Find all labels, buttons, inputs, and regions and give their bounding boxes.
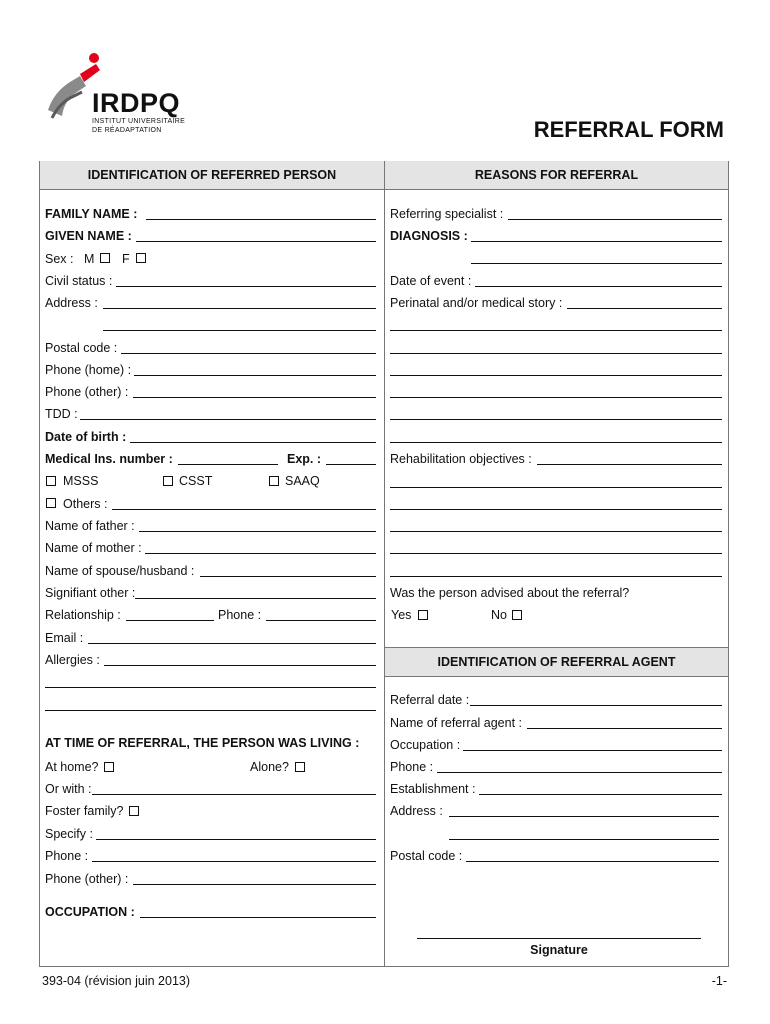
perinatal-field-2[interactable] (390, 330, 722, 331)
agent-phone-field[interactable] (437, 772, 722, 773)
saaq-checkbox[interactable] (269, 476, 279, 486)
logo-name: IRDPQ (92, 88, 181, 118)
medical-ins-field[interactable] (178, 464, 278, 465)
living-header: AT TIME OF REFERRAL, THE PERSON WAS LIVING : (45, 736, 360, 750)
relationship-phone-field[interactable] (266, 620, 376, 621)
yes-label: Yes (391, 608, 412, 622)
objectives-field-4[interactable] (390, 531, 722, 532)
phone-other-label: Phone (other) : (45, 385, 129, 399)
postal-code-field[interactable] (121, 353, 376, 354)
no-checkbox[interactable] (512, 610, 522, 620)
alone-label: Alone? (250, 760, 289, 774)
sex-f-label: F (122, 252, 130, 266)
mother-label: Name of mother : (45, 541, 142, 555)
civil-status-field[interactable] (116, 286, 376, 287)
given-name-field[interactable] (136, 241, 376, 242)
signature-line[interactable] (417, 938, 701, 939)
logo-subtitle-2: DE RÉADAPTATION (92, 127, 162, 134)
tdd-field[interactable] (80, 419, 376, 420)
sex-m-checkbox[interactable] (100, 253, 110, 263)
signature-label: Signature (530, 943, 588, 957)
perinatal-field-1[interactable] (567, 308, 722, 309)
agent-address-field-1[interactable] (449, 816, 719, 817)
father-field[interactable] (139, 531, 376, 532)
agent-postal-code-label: Postal code : (390, 849, 463, 863)
specialist-label: Referring specialist : (390, 207, 504, 221)
allergies-label: Allergies : (45, 653, 100, 667)
address-field-1[interactable] (103, 308, 376, 309)
objectives-field-1[interactable] (537, 464, 722, 465)
relationship-field[interactable] (126, 620, 214, 621)
objectives-field-3[interactable] (390, 509, 722, 510)
alone-checkbox[interactable] (295, 762, 305, 772)
msss-checkbox[interactable] (46, 476, 56, 486)
referral-agent-header: IDENTIFICATION OF REFERRAL AGENT (385, 647, 728, 677)
occupation-label: OCCUPATION : (45, 905, 135, 919)
agent-postal-code-field[interactable] (466, 861, 719, 862)
father-label: Name of father : (45, 519, 135, 533)
objectives-field-6[interactable] (390, 576, 722, 577)
civil-status-label: Civil status : (45, 274, 113, 288)
agent-occupation-field[interactable] (463, 750, 722, 751)
family-name-label: FAMILY NAME : (45, 207, 138, 221)
others-checkbox[interactable] (46, 498, 56, 508)
exp-label: Exp. : (287, 452, 322, 466)
relationship-label: Relationship : (45, 608, 121, 622)
spouse-label: Name of spouse/husband : (45, 564, 195, 578)
perinatal-field-3[interactable] (390, 353, 722, 354)
postal-code-label: Postal code : (45, 341, 118, 355)
email-label: Email : (45, 631, 84, 645)
agent-address-field-2[interactable] (449, 839, 719, 840)
phone-other-2-label: Phone (other) : (45, 872, 129, 886)
advised-label: Was the person advised about the referral? (390, 586, 630, 600)
at-home-checkbox[interactable] (104, 762, 114, 772)
mother-field[interactable] (145, 553, 376, 554)
foster-label: Foster family? (45, 804, 124, 818)
address-label: Address : (45, 296, 98, 310)
or-with-field[interactable] (92, 794, 376, 795)
objectives-field-5[interactable] (390, 553, 722, 554)
establishment-label: Establishment : (390, 782, 476, 796)
establishment-field[interactable] (479, 794, 722, 795)
given-name-label: GIVEN NAME : (45, 229, 132, 243)
exp-field[interactable] (326, 464, 376, 465)
phone-home-label: Phone (home) : (45, 363, 132, 377)
perinatal-field-4[interactable] (390, 375, 722, 376)
dob-field[interactable] (130, 442, 376, 443)
phone-home-field[interactable] (134, 375, 376, 376)
objectives-field-2[interactable] (390, 487, 722, 488)
perinatal-field-7[interactable] (390, 442, 722, 443)
signifiant-label: Signifiant other : (45, 586, 136, 600)
csst-label: CSST (179, 474, 213, 488)
others-field[interactable] (112, 509, 376, 510)
column-divider (384, 161, 385, 967)
signifiant-field[interactable] (135, 598, 376, 599)
foster-checkbox[interactable] (129, 806, 139, 816)
phone-field[interactable] (92, 861, 376, 862)
phone-other-2-field[interactable] (133, 884, 376, 885)
email-field[interactable] (88, 643, 376, 644)
csst-checkbox[interactable] (163, 476, 173, 486)
date-event-label: Date of event : (390, 274, 472, 288)
objectives-label: Rehabilitation objectives : (390, 452, 532, 466)
msss-label: MSSS (63, 474, 99, 488)
allergies-field-3[interactable] (45, 710, 376, 711)
occupation-field[interactable] (140, 917, 376, 918)
form-title: REFERRAL FORM (533, 117, 724, 142)
or-with-label: Or with : (45, 782, 92, 796)
sex-f-checkbox[interactable] (136, 253, 146, 263)
no-label: No (491, 608, 507, 622)
agent-address-label: Address : (390, 804, 443, 818)
family-name-field[interactable] (146, 219, 376, 220)
perinatal-field-5[interactable] (390, 397, 722, 398)
saaq-label: SAAQ (285, 474, 320, 488)
agent-name-label: Name of referral agent : (390, 716, 523, 730)
sex-m-label: M (84, 252, 95, 266)
irdpq-logo (44, 52, 204, 138)
logo-subtitle-1: INSTITUT UNIVERSITAIRE (92, 118, 186, 125)
agent-phone-label: Phone : (390, 760, 434, 774)
dob-label: Date of birth : (45, 430, 127, 444)
specialist-field[interactable] (508, 219, 722, 220)
phone-other-field[interactable] (133, 397, 376, 398)
allergies-field-2[interactable] (45, 687, 376, 688)
perinatal-label: Perinatal and/or medical story : (390, 296, 563, 310)
at-home-label: At home? (45, 760, 99, 774)
sex-label: Sex : (45, 252, 74, 266)
reasons-header: REASONS FOR REFERRAL (385, 161, 728, 190)
allergies-field-1[interactable] (104, 665, 376, 666)
specify-label: Specify : (45, 827, 93, 841)
medical-ins-label: Medical Ins. number : (45, 452, 173, 466)
yes-checkbox[interactable] (418, 610, 428, 620)
tdd-label: TDD : (45, 407, 78, 421)
relationship-phone-label: Phone : (218, 608, 262, 622)
agent-name-field[interactable] (527, 728, 722, 729)
referral-date-field[interactable] (470, 705, 722, 706)
specify-field[interactable] (96, 839, 376, 840)
diagnosis-label: DIAGNOSIS : (390, 229, 468, 243)
page-number: -1- (711, 974, 727, 988)
agent-occupation-label: Occupation : (390, 738, 461, 752)
form-code: 393-04 (révision juin 2013) (42, 974, 191, 988)
address-field-2[interactable] (103, 330, 376, 331)
perinatal-field-6[interactable] (390, 419, 722, 420)
diagnosis-field-1[interactable] (471, 241, 722, 242)
referral-date-label: Referral date : (390, 693, 470, 707)
date-event-field[interactable] (475, 286, 722, 287)
identification-header: IDENTIFICATION OF REFERRED PERSON (40, 161, 384, 190)
phone-label: Phone : (45, 849, 89, 863)
spouse-field[interactable] (200, 576, 376, 577)
others-label: Others : (63, 497, 108, 511)
diagnosis-field-2[interactable] (471, 263, 722, 264)
